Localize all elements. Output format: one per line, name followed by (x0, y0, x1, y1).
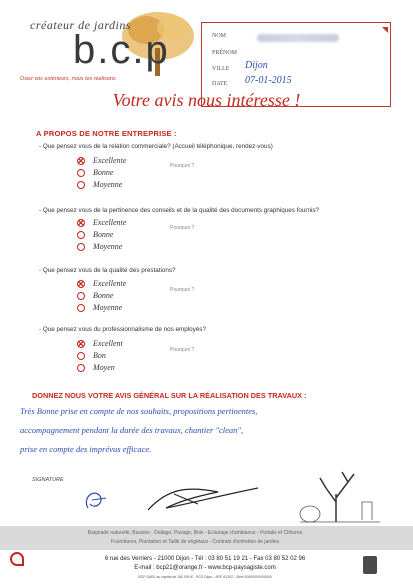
comment-line-1: Très Bonne prise en compte de nos souhaits, propositions pertinentes, (20, 406, 258, 416)
ville-label: VILLE (212, 66, 230, 72)
q2-option-2-radio[interactable] (77, 231, 85, 239)
q3-check-mark-icon: ✕ (77, 279, 85, 289)
q4-option-2-radio[interactable] (77, 352, 85, 360)
q1-check-mark-icon: ✕ (77, 156, 85, 166)
q1-why-label: Pourquoi ? (170, 163, 195, 169)
question-4: - Que pensez vous du professionnalisme de nos employés? (39, 326, 206, 333)
q2-option-2-label: Bonne (93, 230, 114, 239)
q3-option-3-radio[interactable] (77, 304, 85, 312)
q1-option-3-label: Moyenne (93, 180, 123, 189)
prenom-label: PRÉNOM (212, 50, 238, 56)
question-1: - Que pensez vous de la relation commerciale? (Accueil téléphonique, rendez-vous) (39, 143, 273, 150)
q1-option-2-label: Bonne (93, 168, 114, 177)
brand-logo-text: b.c.p (73, 28, 170, 72)
q2-why-label: Pourquoi ? (170, 225, 195, 231)
comment-line-3: prise en compte des imprévus efficace. (20, 444, 152, 454)
page-title: Votre avis nous intéresse ! (112, 90, 301, 110)
services-line-2: Fournitures, Plantation et Taille de végétaux - Contrats d'entretien de jardins (110, 539, 280, 545)
section-entreprise-title: A PROPOS DE NOTRE ENTREPRISE : (36, 129, 177, 138)
question-3: - Que pensez vous de la qualité des prestations? (39, 267, 176, 274)
q2-option-3-radio[interactable] (77, 243, 85, 251)
q2-option-3-label: Moyenne (93, 242, 123, 251)
date-label: DATE (212, 81, 228, 87)
company-legal: BCP SARL au capital de 150 000 € - RCS Dijon - APE 8130Z - Siret 00000000000000 (138, 575, 272, 579)
q3-option-1-label: Excellente (93, 279, 127, 288)
q1-option-2-radio[interactable] (77, 169, 85, 177)
nom-redacted (257, 34, 339, 42)
date-value: 07-01-2015 (245, 75, 292, 86)
q2-option-1-label: Excellente (93, 218, 127, 227)
q3-option-2-label: Bonne (93, 291, 114, 300)
q1-option-1-label: Excellente (93, 156, 127, 165)
brand-swirl-icon (10, 552, 24, 566)
q4-why-label: Pourquoi ? (170, 347, 195, 353)
ville-value: Dijon (245, 60, 268, 71)
signature-label: SIGNATURE (32, 477, 64, 483)
services-line-1: Baignade naturelle, Bassins - Dallage, Pavage, Bois - Eclairage d'ambiance - Portails et Clôtures (87, 530, 303, 536)
certification-logo-icon (363, 556, 377, 574)
q4-option-3-radio[interactable] (77, 364, 85, 372)
company-address: 6 rue des Verriers - 21000 Dijon - Tél : 03 80 51 19 21 - Fax 03 80 52 02 96 (104, 556, 306, 562)
q4-option-3-label: Moyen (93, 363, 115, 372)
question-2: - Que pensez vous de la pertinence des conseils et de la qualité des documents graphiques fournis? (39, 207, 320, 214)
q4-check-mark-icon: ✕ (77, 339, 85, 349)
q2-check-mark-icon: ✕ (77, 218, 85, 228)
signature-scribble-icon (78, 478, 268, 518)
q4-option-1-label: Excellent (93, 339, 123, 348)
q3-option-3-label: Moyenne (93, 303, 123, 312)
nom-label: NOM (212, 33, 227, 39)
garden-illustration-icon (296, 462, 382, 526)
brand-tagline-top: créateur de jardins (30, 18, 132, 32)
q3-option-2-radio[interactable] (77, 292, 85, 300)
general-opinion-title: DONNEZ NOUS VOTRE AVIS GÉNÉRAL SUR LA RÉALISATION DES TRAVAUX : (32, 391, 307, 400)
q1-option-3-radio[interactable] (77, 181, 85, 189)
q4-option-2-label: Bon (93, 351, 106, 360)
q3-why-label: Pourquoi ? (170, 287, 195, 293)
brand-slogan: Osez vos extérieurs, nous les réalisons (20, 76, 116, 82)
comment-line-2: accompagnement pendant la durée des travaux, chantier "clean", (20, 425, 244, 435)
corner-mark-icon (382, 27, 388, 33)
company-contact: E-mail : bcp21@orange.fr - www.bcp-paysagiste.com (134, 565, 276, 571)
